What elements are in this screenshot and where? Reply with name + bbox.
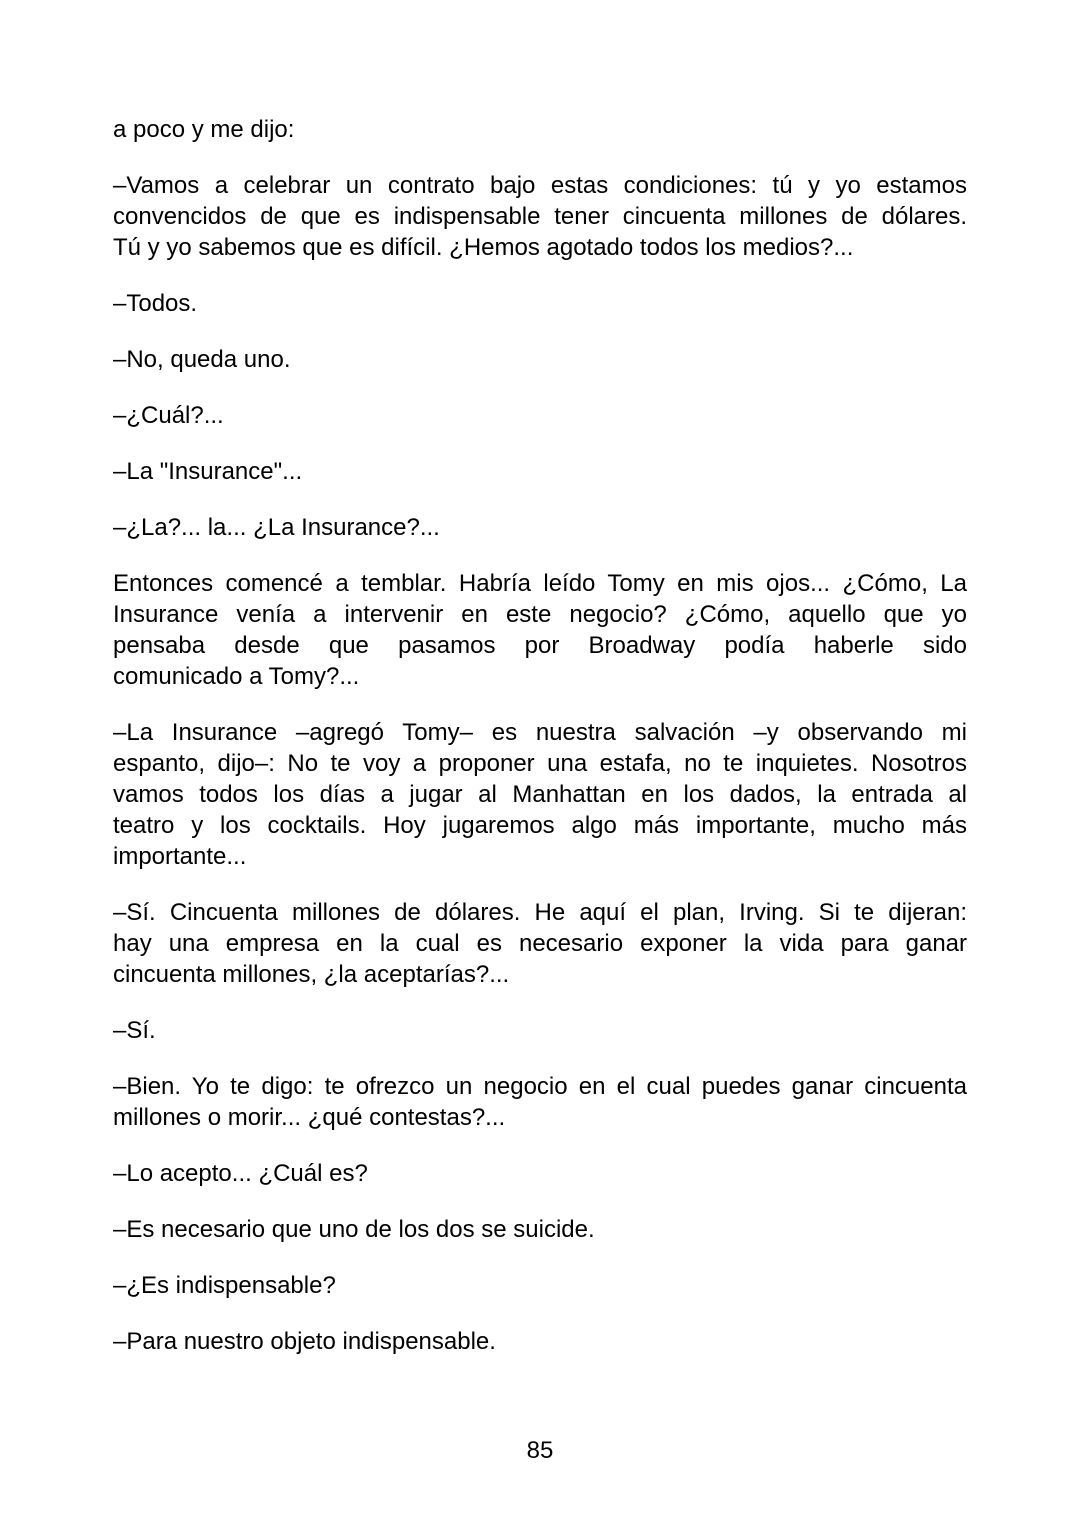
text-line: convencidos de que es indispensable tener cincuenta millones de dólares. (113, 203, 967, 230)
page-number: 85 (526, 1437, 554, 1464)
text-line: –La Insurance –agregó Tomy– es nuestra salvación –y observando mi (113, 719, 967, 746)
paragraph (113, 170, 967, 263)
text-line: –Lo acepto... ¿Cuál es? (113, 1160, 368, 1187)
text-line: espanto, dijo–: No te voy a proponer una estafa, no te inquietes. Nosotros (113, 750, 967, 777)
text-line: –Es necesario que uno de los dos se suicide. (113, 1216, 595, 1243)
paragraph (113, 1326, 967, 1357)
text-line: Tú y yo sabemos que es difícil. ¿Hemos agotado todos los medios?... (113, 234, 854, 261)
text-line: importante... (113, 843, 247, 870)
text-line: hay una empresa en la cual es necesario exponer la vida para ganar (113, 930, 967, 957)
paragraph (113, 114, 967, 145)
text-line: –Para nuestro objeto indispensable. (113, 1328, 496, 1355)
text-line: a poco y me dijo: (113, 116, 295, 143)
paragraph (113, 568, 967, 692)
page-body (113, 114, 967, 1382)
text-line: Insurance venía a intervenir en este negocio? ¿Cómo, aquello que yo (113, 601, 967, 628)
text-line: millones o morir... ¿qué contestas?... (113, 1104, 506, 1131)
text-line: cincuenta millones, ¿la aceptarías?... (113, 961, 510, 988)
paragraph (113, 512, 967, 543)
text-line: vamos todos los días a jugar al Manhattan en los dados, la entrada al (113, 781, 967, 808)
paragraph (113, 897, 967, 990)
text-line: –Sí. Cincuenta millones de dólares. He aquí el plan, Irving. Si te dijeran: (113, 899, 967, 926)
paragraph (113, 1214, 967, 1245)
paragraph (113, 1270, 967, 1301)
paragraph (113, 1015, 967, 1046)
text-line: –Sí. (113, 1017, 156, 1044)
text-line: –La "Insurance"... (113, 458, 303, 485)
text-line: –Todos. (113, 290, 198, 317)
text-line: –¿Cuál?... (113, 402, 224, 429)
text-line: comunicado a Tomy?... (113, 663, 360, 690)
text-line: –No, queda uno. (113, 346, 291, 373)
text-line: –Bien. Yo te digo: te ofrezco un negocio en el cual puedes ganar cincuenta (113, 1073, 967, 1100)
paragraph (113, 1071, 967, 1133)
paragraph (113, 456, 967, 487)
paragraph (113, 717, 967, 872)
paragraph (113, 344, 967, 375)
paragraph (113, 1158, 967, 1189)
paragraph (113, 400, 967, 431)
text-line: –Vamos a celebrar un contrato bajo estas condiciones: tú y yo estamos (113, 172, 967, 199)
text-line: pensaba desde que pasamos por Broadway podía haberle sido (113, 632, 967, 659)
text-line: –¿Es indispensable? (113, 1272, 336, 1299)
text-line: Entonces comencé a temblar. Habría leído Tomy en mis ojos... ¿Cómo, La (113, 570, 967, 597)
text-line: –¿La?... la... ¿La Insurance?... (113, 514, 440, 541)
text-line: teatro y los cocktails. Hoy jugaremos algo más importante, mucho más (113, 812, 967, 839)
paragraph (113, 288, 967, 319)
